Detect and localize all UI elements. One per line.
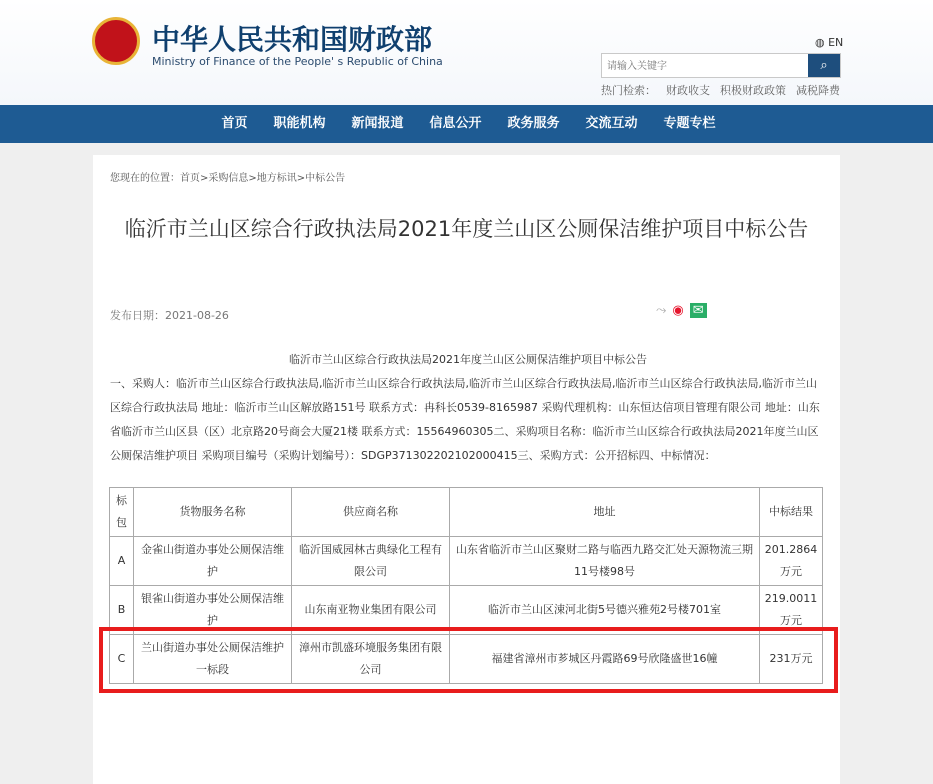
cell: 银雀山街道办事处公厕保洁维护 — [134, 586, 292, 635]
body-title: 临沂市兰山区综合行政执法局2021年度兰山区公厕保洁维护项目中标公告 — [289, 353, 647, 366]
publish-date: 发布日期：2021-08-26 — [110, 309, 229, 322]
search-button[interactable]: ⌕ — [808, 54, 840, 77]
search-input[interactable] — [602, 55, 807, 78]
nav-item[interactable]: 交流互动 — [585, 116, 638, 131]
breadcrumb[interactable]: 您现在的位置：首页>采购信息>地方标讯>中标公告 — [110, 173, 346, 184]
wechat-icon[interactable]: ✉ — [690, 303, 707, 318]
cell: 兰山街道办事处公厕保洁维护一标段 — [134, 635, 292, 684]
language-link[interactable]: ◍ EN — [815, 36, 844, 49]
cell: C — [110, 635, 134, 684]
nav-item[interactable]: 专题专栏 — [663, 116, 716, 131]
header-cell: 标包 — [110, 488, 134, 537]
cell: A — [110, 537, 134, 586]
body-text: 一、采购人：临沂市兰山区综合行政执法局,临沂市兰山区综合行政执法局,临沂市兰山区综合行政执法局,临沂市兰山区综合行政执法局,临沂市兰山区综合行政执法局 地址：临沂市兰山区解放路151号 联系方式：冉科长0539-8165987 采购代理机构：山东恒达信项目管理有限公司 地址：山东省临沂市兰山区县（区）北京路20号商会大厦21楼 联系方式：15564960305二、采购项目名称：临沂市兰山区综合行政执法局2021年度兰山区公厕保洁维护项目 采购项目编号（采购计划编号）：SDGP371302202102000415三、采购方式：公开招标四、中标情况： — [110, 377, 820, 462]
cell: 金雀山街道办事处公厕保洁维护 — [134, 537, 292, 586]
table-header — [110, 488, 823, 537]
search-box — [601, 53, 841, 78]
header-cell: 供应商名称 — [292, 488, 450, 537]
cell: 山东省临沂市兰山区聚财二路与临西九路交汇处天源物流三期11号楼98号 — [450, 537, 760, 586]
national-emblem-icon — [92, 17, 140, 65]
article-body — [110, 348, 826, 468]
weibo-icon[interactable]: ◉ — [672, 303, 684, 318]
header-cell: 中标结果 — [760, 488, 823, 537]
highlight-box — [99, 627, 838, 693]
lang-label: EN — [828, 36, 844, 49]
hot-search — [601, 82, 850, 98]
cell: 山东南亚物业集团有限公司 — [292, 586, 450, 635]
share-bar — [656, 303, 707, 318]
nav-item[interactable]: 政务服务 — [507, 116, 560, 131]
main-nav — [0, 105, 933, 143]
article-card — [93, 155, 840, 784]
cell: 福建省漳州市芗城区丹霞路69号欣隆盛世16幢 — [450, 635, 760, 684]
article-title: 临沂市兰山区综合行政执法局2021年度兰山区公厕保洁维护项目中标公告 — [124, 217, 809, 241]
nav-item[interactable]: 新闻报道 — [351, 116, 404, 131]
cell: 漳州市凯盛环境服务集团有限公司 — [292, 635, 450, 684]
hot-link[interactable]: 财政收支 — [666, 84, 710, 97]
cell: B — [110, 586, 134, 635]
cell: 201.2864万元 — [760, 537, 823, 586]
nav-item[interactable]: 信息公开 — [429, 116, 482, 131]
nav-item[interactable]: 首页 — [221, 116, 248, 131]
cell: 临沂国威园林古典绿化工程有限公司 — [292, 537, 450, 586]
cell: 临沂市兰山区涑河北街5号德兴雅苑2号楼701室 — [450, 586, 760, 635]
site-title-en: Ministry of Finance of the People' s Republic of China — [152, 55, 443, 68]
hot-search-label: 热门检索： — [601, 84, 656, 97]
cell: 231万元 — [760, 635, 823, 684]
header-cell: 地址 — [450, 488, 760, 537]
cell: 219.0011万元 — [760, 586, 823, 635]
hot-link[interactable]: 积极财政政策 — [720, 84, 786, 97]
header-cell: 货物服务名称 — [134, 488, 292, 537]
nav-item[interactable]: 职能机构 — [273, 116, 326, 131]
site-header — [0, 0, 933, 105]
share-icon[interactable]: ⤳ — [656, 303, 667, 318]
site-title-cn: 中华人民共和国财政部 — [152, 23, 433, 56]
hot-link[interactable]: 减税降费 — [796, 84, 840, 97]
table-row — [110, 537, 823, 586]
